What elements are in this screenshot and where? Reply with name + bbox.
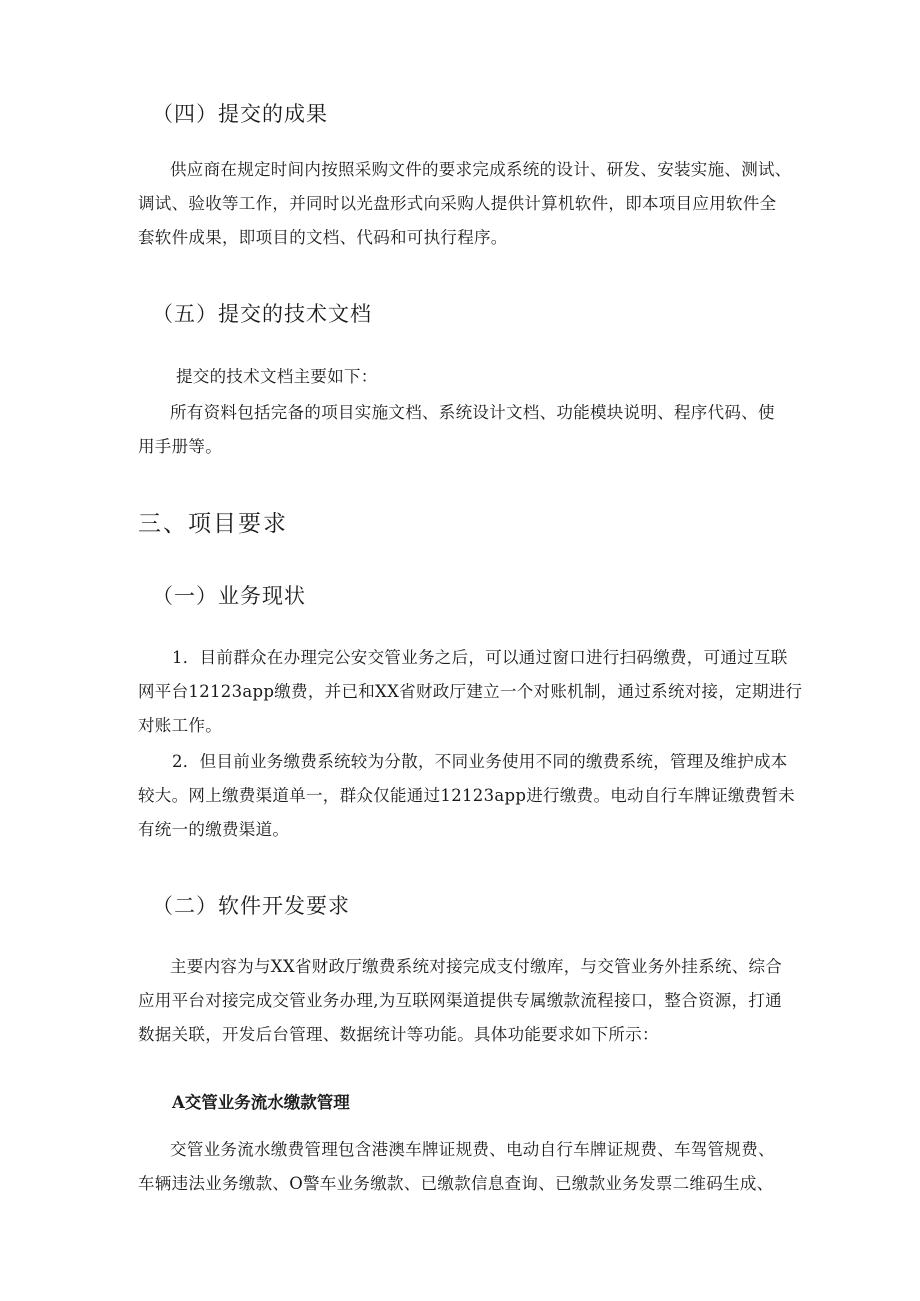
section-1-paragraph-2-cont bbox=[138, 779, 795, 847]
subsection-a-paragraph-cont bbox=[138, 1167, 773, 1201]
text-line: 应用平台对接完成交管业务办理,为互联网渠道提供专属缴款流程接口，整合资源，打通 bbox=[138, 991, 782, 1010]
text-line: 较大。网上缴费渠道单一，群众仅能通过12123app进行缴费。电动自行车牌证缴费暂未 bbox=[138, 786, 796, 805]
text-line: 数据关联，开发后台管理、数据统计等功能。具体功能要求如下所示： bbox=[138, 1025, 659, 1044]
text-line: 用手册等。 bbox=[138, 437, 222, 456]
section-1-paragraph-1 bbox=[172, 641, 788, 675]
text-line: 对账工作。 bbox=[138, 716, 222, 735]
subsection-a-paragraph bbox=[170, 1133, 775, 1167]
section-4-title: （四）提交的成果 bbox=[152, 102, 328, 126]
section-2-paragraph-cont bbox=[138, 984, 782, 1052]
section-4-paragraph bbox=[170, 153, 792, 187]
section-5-paragraph bbox=[170, 396, 775, 430]
subsection-a-title: A交管业务流水缴款管理 bbox=[172, 1093, 350, 1112]
section-5-paragraph-cont bbox=[138, 430, 222, 464]
chapter-3-title: 三、项目要求 bbox=[138, 511, 288, 537]
text-line: 供应商在规定时间内按照采购文件的要求完成系统的设计、研发、安装实施、测试、 bbox=[170, 160, 792, 179]
text-line: 主要内容为与XX省财政厅缴费系统对接完成支付缴库，与交管业务外挂系统、综合 bbox=[170, 957, 783, 976]
section-1-paragraph-1-cont bbox=[138, 675, 802, 743]
section-1-title: （一）业务现状 bbox=[152, 584, 306, 608]
section-2-paragraph bbox=[170, 950, 782, 984]
text-line: 1．目前群众在办理完公安交管业务之后，可以通过窗口进行扫码缴费，可通过互联 bbox=[172, 648, 788, 667]
section-1-paragraph-2 bbox=[172, 745, 788, 779]
text-line: 调试、验收等工作，并同时以光盘形式向采购人提供计算机软件，即本项目应用软件全 bbox=[138, 194, 777, 213]
text-line: 车辆违法业务缴款、O警车业务缴款、已缴款信息查询、已缴款业务发票二维码生成、 bbox=[138, 1174, 774, 1193]
section-5-intro bbox=[176, 360, 378, 394]
text-line: 提交的技术文档主要如下： bbox=[176, 367, 378, 386]
section-2-title: （二）软件开发要求 bbox=[152, 894, 350, 918]
text-line: 有统一的缴费渠道。 bbox=[138, 820, 290, 839]
text-line: 所有资料包括完备的项目实施文档、系统设计文档、功能模块说明、程序代码、使 bbox=[170, 403, 775, 422]
section-5-title: （五）提交的技术文档 bbox=[152, 302, 372, 326]
text-line: 交管业务流水缴费管理包含港澳车牌证规费、电动自行车牌证规费、车驾管规费、 bbox=[170, 1140, 775, 1159]
text-line: 2．但目前业务缴费系统较为分散，不同业务使用不同的缴费系统，管理及维护成本 bbox=[172, 752, 788, 771]
text-line: 网平台12123app缴费，并已和XX省财政厅建立一个对账机制，通过系统对接，定期进行 bbox=[138, 682, 803, 701]
text-line: 套软件成果，即项目的文档、代码和可执行程序。 bbox=[138, 228, 508, 247]
section-4-paragraph-cont bbox=[138, 187, 776, 255]
